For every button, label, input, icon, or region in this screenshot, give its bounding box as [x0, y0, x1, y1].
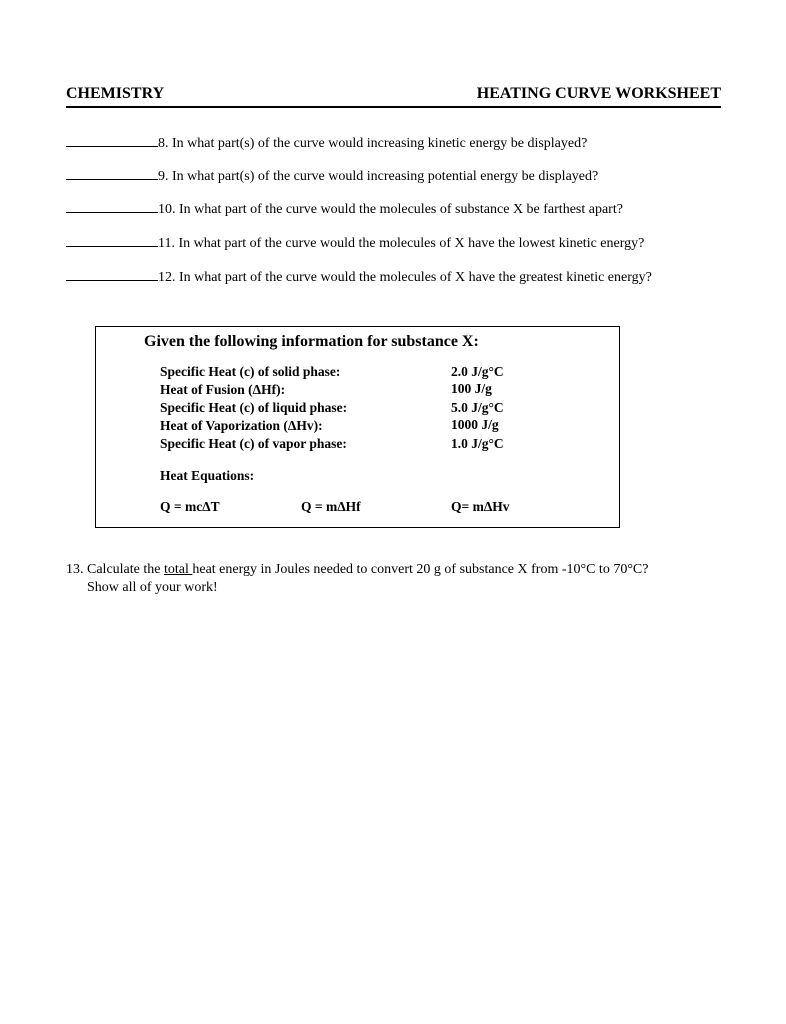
- question-13: [66, 561, 648, 597]
- question-text: 11. In what part of the curve would the molecules of X have the lowest kinetic energy?: [158, 236, 645, 251]
- info-value: 2.0 J/g°C: [451, 364, 504, 379]
- answer-blank[interactable]: [66, 233, 158, 247]
- question-10: [66, 199, 623, 219]
- question-9: [66, 166, 598, 186]
- info-label: Heat of Vaporization (ΔHv):: [160, 418, 323, 433]
- substance-info-box: [95, 326, 620, 528]
- equation-specific-heat: Q = mcΔT: [160, 499, 220, 514]
- answer-blank[interactable]: [66, 166, 158, 180]
- info-value: 5.0 J/g°C: [451, 400, 504, 415]
- info-label: Heat of Fusion (ΔHf):: [160, 382, 286, 397]
- subject-title: CHEMISTRY: [66, 85, 165, 102]
- question-8: [66, 133, 587, 153]
- question-13-line-1: [66, 561, 648, 579]
- answer-blank[interactable]: [66, 199, 158, 213]
- worksheet-header: [66, 84, 721, 108]
- question-13-instruction: Show all of your work!: [87, 580, 218, 595]
- question-13-text-end: heat energy in Joules needed to convert 20 g of substance X from -10°C to 70°C?: [192, 562, 649, 577]
- question-12: [66, 267, 652, 287]
- question-text: 9. In what part(s) of the curve would increasing potential energy be displayed?: [158, 169, 599, 184]
- info-value: 1000 J/g: [451, 417, 499, 432]
- info-label: Specific Heat (c) of liquid phase:: [160, 400, 348, 415]
- question-11: [66, 233, 644, 253]
- answer-blank[interactable]: [66, 267, 158, 281]
- worksheet-title: HEATING CURVE WORKSHEET: [476, 85, 721, 102]
- info-label: Specific Heat (c) of solid phase:: [160, 364, 341, 379]
- equation-vaporization: Q= mΔHv: [451, 499, 510, 514]
- info-value: 1.0 J/g°C: [451, 436, 504, 451]
- answer-blank[interactable]: [66, 133, 158, 147]
- question-text: 10. In what part of the curve would the molecules of substance X be farthest apart?: [158, 202, 623, 217]
- heat-equations-label: Heat Equations:: [160, 468, 255, 483]
- question-13-text-start: 13. Calculate the: [66, 562, 164, 577]
- equation-fusion: Q = mΔHf: [301, 499, 361, 514]
- info-label: Specific Heat (c) of vapor phase:: [160, 436, 347, 451]
- info-box-title: Given the following information for substance X:: [144, 333, 479, 350]
- question-text: 12. In what part of the curve would the molecules of X have the greatest kinetic energy?: [158, 270, 652, 285]
- info-value: 100 J/g: [451, 381, 492, 396]
- question-text: 8. In what part(s) of the curve would increasing kinetic energy be displayed?: [158, 136, 588, 151]
- question-13-underlined-word: total: [163, 562, 193, 577]
